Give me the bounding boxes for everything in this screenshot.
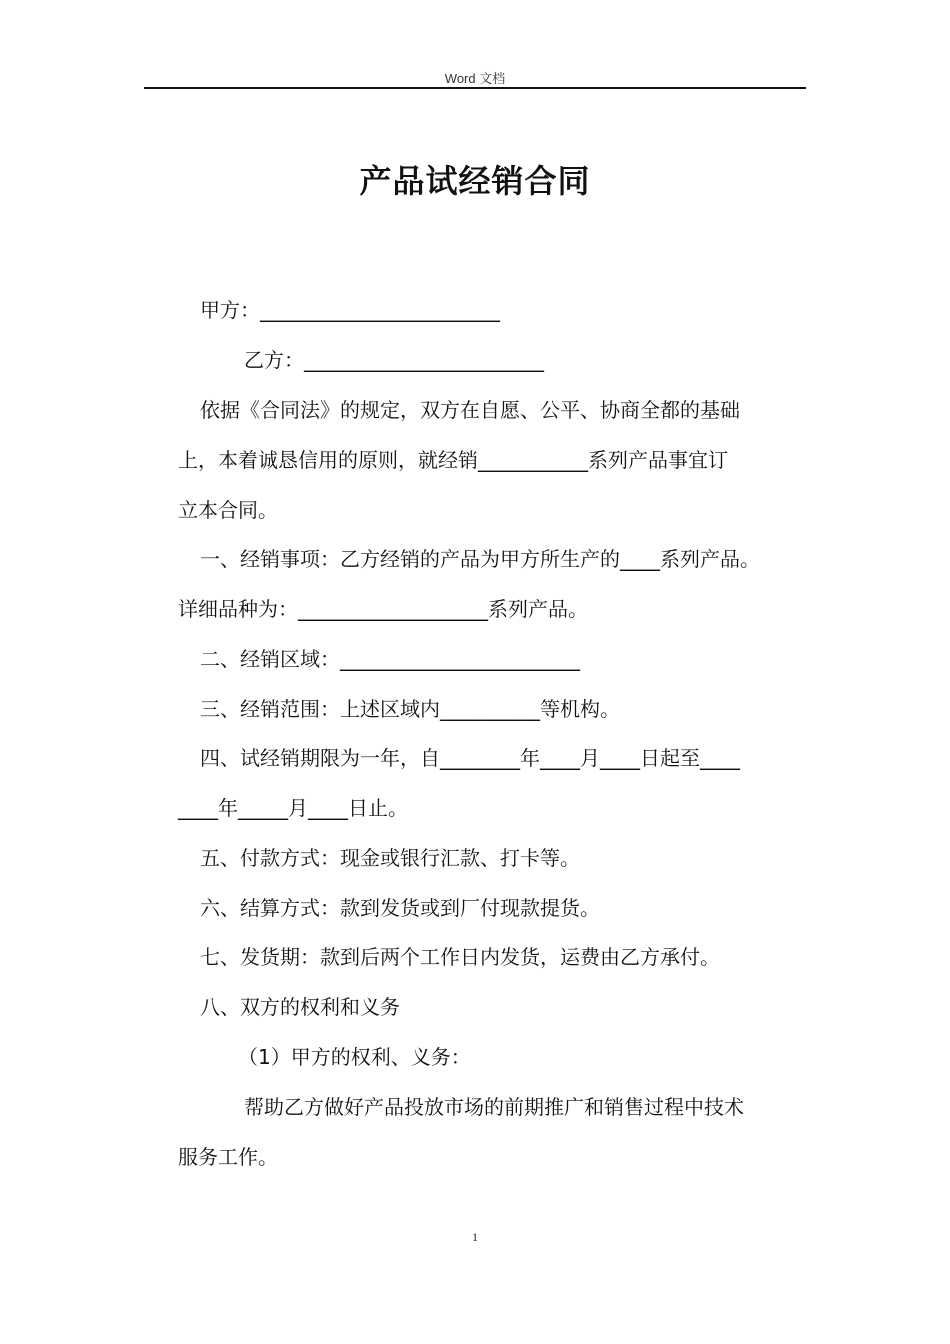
preamble-line-3: 立本合同。 [178,498,278,522]
page-number: 1 [472,1230,478,1244]
clause-8-heading: 八、双方的权利和义务 [200,995,400,1019]
party-a-duty-line-2: 服务工作。 [178,1145,278,1169]
header-divider [144,87,806,89]
document-title: 产品试经销合同 [359,162,591,200]
party-b-line: 乙方：________________________ [244,348,544,372]
clause-6-line: 六、结算方式：款到发货或到厂付现款提货。 [200,896,600,920]
preamble-line-1: 依据《合同法》的规定，双方在自愿、公平、协商全都的基础 [200,398,740,422]
clause-4-line-2: ____年_____月____日止。 [178,796,408,820]
clause-1-line-2: 详细品种为：___________________系列产品。 [178,597,588,621]
preamble-line-2: 上，本着诚恳信用的原则，就经销___________系列产品事宜订 [178,448,728,472]
clause-4-line-1: 四、试经销期限为一年，自________年____月____日起至____ [200,746,740,770]
clause-7-line: 七、发货期：款到后两个工作日内发货，运费由乙方承付。 [200,945,720,969]
party-a-duty-line-1: 帮助乙方做好产品投放市场的前期推广和销售过程中技术 [244,1095,744,1119]
clause-5-line: 五、付款方式：现金或银行汇款、打卡等。 [200,846,580,870]
clause-1-line-1: 一、经销事项：乙方经销的产品为甲方所生产的____系列产品。 [200,547,760,571]
clause-8-subheading-party-a: （1）甲方的权利、义务： [238,1045,471,1069]
party-a-line: 甲方：________________________ [200,298,500,322]
clause-3-line: 三、经销范围：上述区域内__________等机构。 [200,697,620,721]
document-header-label: Word 文档 [444,71,506,86]
clause-2-line: 二、经销区域：________________________ [200,647,580,671]
